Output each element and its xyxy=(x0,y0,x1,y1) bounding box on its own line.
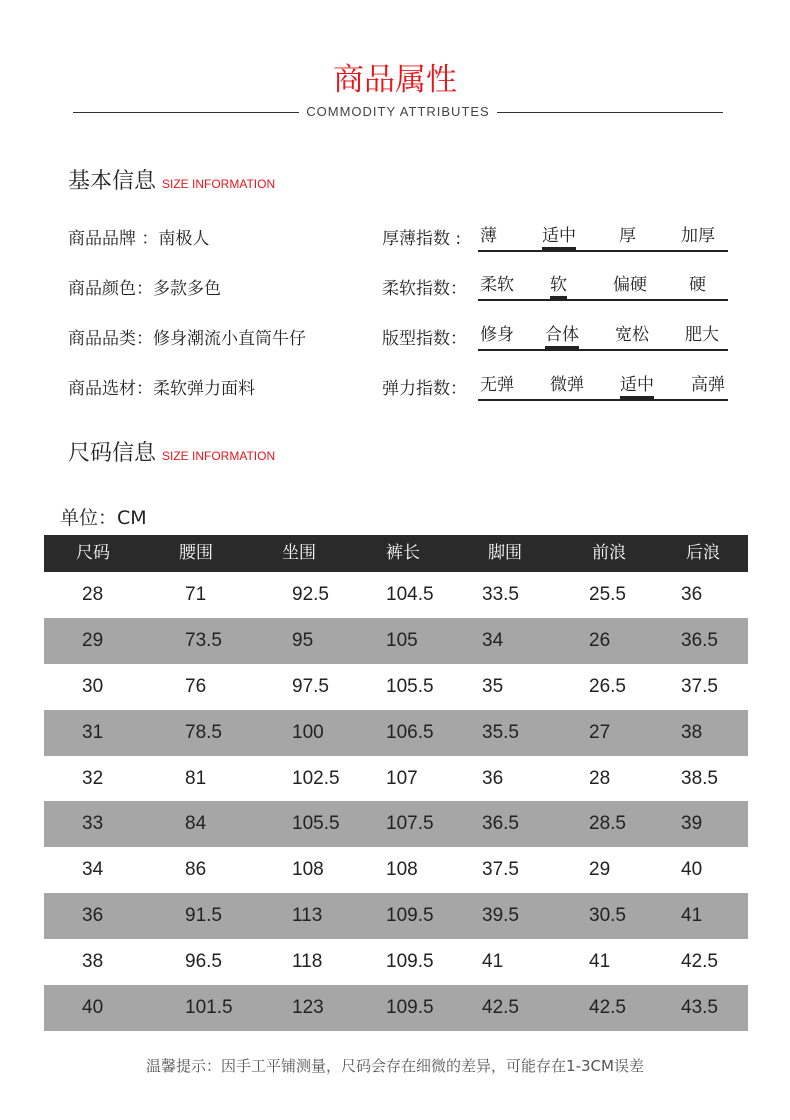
scale-option: 厚 xyxy=(619,226,636,246)
index-label-elasticity: 弹力指数： xyxy=(382,379,467,399)
table-cell: 108 xyxy=(386,859,418,881)
table-cell: 86 xyxy=(185,859,207,881)
page-title: 商品属性 xyxy=(333,62,457,98)
table-cell: 31 xyxy=(82,721,104,743)
table-cell: 34 xyxy=(482,629,504,651)
column-header: 裤长 xyxy=(386,543,420,563)
table-cell: 35.5 xyxy=(482,721,519,743)
table-cell: 104.5 xyxy=(386,584,434,605)
table-cell: 41 xyxy=(482,951,504,973)
column-header: 尺码 xyxy=(76,543,110,563)
table-cell: 102.5 xyxy=(292,767,340,789)
scale-option: 宽松 xyxy=(615,325,649,345)
table-cell: 33 xyxy=(82,813,104,835)
table-cell: 39 xyxy=(681,813,703,835)
table-cell: 106.5 xyxy=(386,721,434,743)
table-cell: 28.5 xyxy=(589,813,626,835)
table-row xyxy=(44,939,748,985)
table-cell: 28 xyxy=(589,767,611,789)
scale-option: 无弹 xyxy=(480,375,514,395)
column-header: 后浪 xyxy=(686,543,720,563)
scale-option: 偏硬 xyxy=(613,275,647,295)
table-cell: 40 xyxy=(82,997,104,1019)
scale-option: 柔软 xyxy=(480,275,514,295)
table-cell: 109.5 xyxy=(386,951,434,973)
table-cell: 26.5 xyxy=(589,675,626,697)
table-cell: 36 xyxy=(482,767,504,789)
table-body xyxy=(44,572,748,1031)
table-cell: 107 xyxy=(386,767,418,789)
table-cell: 40 xyxy=(681,859,703,881)
scale-elasticity xyxy=(478,373,728,401)
table-cell: 36.5 xyxy=(482,813,519,835)
scale-softness xyxy=(478,273,728,301)
table-cell: 25.5 xyxy=(589,584,626,605)
table-cell: 42.5 xyxy=(681,951,718,973)
table-cell: 78.5 xyxy=(185,721,222,743)
table-cell: 81 xyxy=(185,767,207,789)
subtitle-row xyxy=(73,103,723,121)
table-cell: 118 xyxy=(292,951,323,973)
table-row xyxy=(44,618,748,664)
table-cell: 27 xyxy=(589,721,611,743)
table-cell: 73.5 xyxy=(185,629,222,651)
table-cell: 30 xyxy=(82,675,104,697)
table-cell: 109.5 xyxy=(386,905,434,927)
scale-option: 高弹 xyxy=(691,375,725,395)
table-row xyxy=(44,756,748,802)
scale-option: 肥大 xyxy=(685,325,719,345)
table-row xyxy=(44,664,748,710)
table-cell: 38 xyxy=(681,721,703,743)
table-cell: 33.5 xyxy=(482,584,519,605)
table-cell: 107.5 xyxy=(386,813,434,835)
table-cell: 37.5 xyxy=(482,859,519,881)
table-cell: 29 xyxy=(589,859,611,881)
table-cell: 30.5 xyxy=(589,905,626,927)
scale-option-selected: 适中 xyxy=(542,226,576,246)
index-label-fit: 版型指数： xyxy=(382,329,467,349)
measurement-note: 温馨提示：因手工平铺测量，尺码会存在细微的差异，可能存在1-3CM误差 xyxy=(146,1057,644,1075)
table-cell: 41 xyxy=(589,951,611,973)
table-cell: 101.5 xyxy=(185,997,233,1019)
scale-option: 加厚 xyxy=(681,226,715,246)
column-header: 腰围 xyxy=(179,543,213,563)
table-cell: 42.5 xyxy=(482,997,519,1019)
scale-option-selected: 软 xyxy=(550,275,567,295)
scale-option-selected: 合体 xyxy=(545,325,579,345)
table-cell: 97.5 xyxy=(292,675,329,697)
table-row xyxy=(44,893,748,939)
table-cell: 26 xyxy=(589,629,611,651)
size-table xyxy=(44,535,748,1031)
unit-label: 单位：CM xyxy=(60,507,147,529)
table-cell: 28 xyxy=(82,584,104,605)
table-cell: 108 xyxy=(292,859,324,881)
table-cell: 92.5 xyxy=(292,584,329,605)
table-cell: 105.5 xyxy=(386,675,434,697)
scale-option: 硬 xyxy=(689,275,706,295)
table-cell: 41 xyxy=(681,905,703,927)
table-cell: 84 xyxy=(185,813,207,835)
scale-option: 微弹 xyxy=(550,375,584,395)
scale-option: 修身 xyxy=(480,325,514,345)
table-cell: 38 xyxy=(82,951,104,973)
table-cell: 39.5 xyxy=(482,905,519,927)
table-cell: 38.5 xyxy=(681,767,718,789)
page-subtitle: COMMODITY ATTRIBUTES xyxy=(306,104,490,119)
table-cell: 95 xyxy=(292,629,314,651)
table-cell: 91.5 xyxy=(185,905,222,927)
divider-left xyxy=(73,112,299,113)
table-cell: 36 xyxy=(82,905,104,927)
table-cell: 29 xyxy=(82,629,104,651)
table-cell: 42.5 xyxy=(589,997,626,1019)
basic-info-title: 基本信息 xyxy=(68,169,157,194)
column-header: 前浪 xyxy=(592,543,626,563)
table-cell: 109.5 xyxy=(386,997,434,1019)
table-cell: 34 xyxy=(82,859,104,881)
divider-right xyxy=(497,112,723,113)
size-info-title: 尺码信息 xyxy=(68,441,157,466)
table-row xyxy=(44,847,748,893)
table-row xyxy=(44,801,748,847)
attr-color: 商品颜色：多款多色 xyxy=(68,279,221,299)
table-cell: 36 xyxy=(681,584,703,605)
table-cell: 32 xyxy=(82,767,104,789)
table-cell: 105 xyxy=(386,629,418,651)
scale-option-selected: 适中 xyxy=(620,375,654,395)
table-cell: 35 xyxy=(482,675,504,697)
column-header: 脚围 xyxy=(488,543,522,563)
table-row xyxy=(44,572,748,618)
index-label-thickness: 厚薄指数 : xyxy=(382,229,462,249)
table-cell: 113 xyxy=(292,905,323,927)
column-header: 坐围 xyxy=(282,543,316,563)
table-row xyxy=(44,710,748,756)
scale-fit xyxy=(478,323,728,351)
table-cell: 76 xyxy=(185,675,207,697)
table-cell: 36.5 xyxy=(681,629,718,651)
table-cell: 37.5 xyxy=(681,675,718,697)
scale-thickness xyxy=(478,224,728,252)
basic-info-tag: SIZE INFORMATION xyxy=(162,177,276,191)
attr-brand: 商品品牌 ：南极人 xyxy=(68,229,210,249)
size-info-tag: SIZE INFORMATION xyxy=(162,449,276,463)
table-header xyxy=(44,535,748,572)
attr-category: 商品品类：修身潮流小直筒牛仔 xyxy=(68,329,306,349)
scale-option: 薄 xyxy=(480,226,497,246)
table-cell: 71 xyxy=(185,584,207,605)
basic-info-heading xyxy=(68,167,275,197)
table-row xyxy=(44,985,748,1031)
table-cell: 105.5 xyxy=(292,813,340,835)
size-info-heading xyxy=(68,439,275,469)
table-cell: 123 xyxy=(292,997,324,1019)
table-cell: 43.5 xyxy=(681,997,718,1019)
table-cell: 100 xyxy=(292,721,324,743)
table-cell: 96.5 xyxy=(185,951,222,973)
attr-material: 商品选材：柔软弹力面料 xyxy=(68,379,255,399)
index-label-softness: 柔软指数： xyxy=(382,279,467,299)
